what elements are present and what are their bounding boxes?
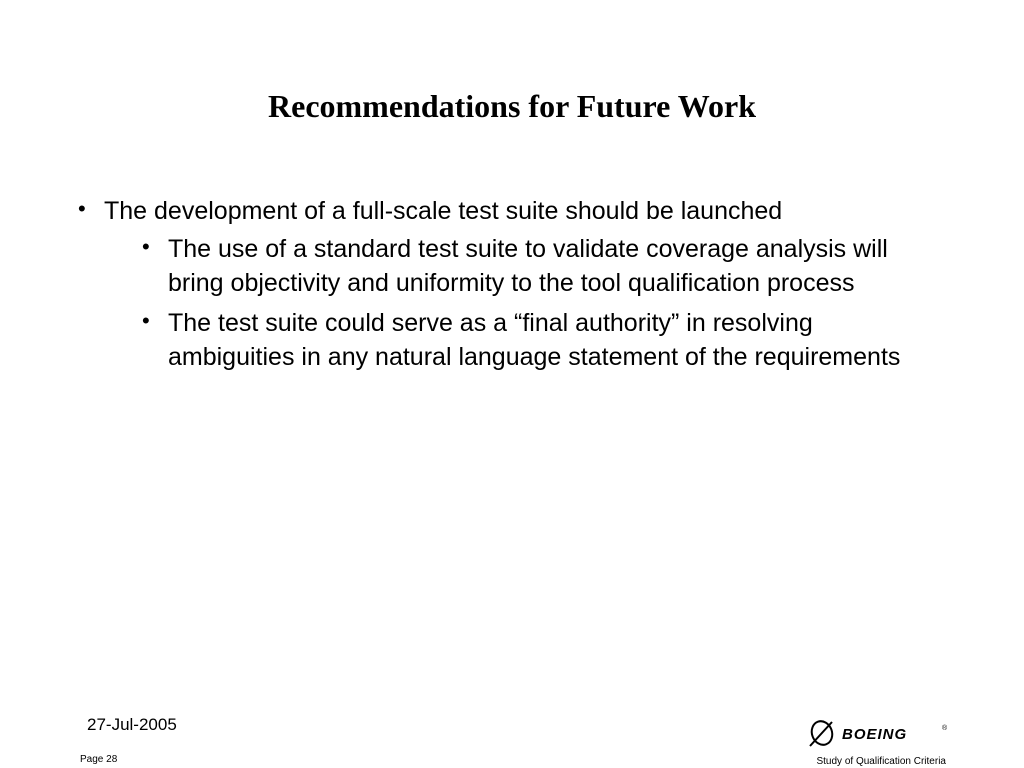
footer-title: Study of Qualification Criteria	[816, 756, 946, 767]
slide-title: Recommendations for Future Work	[268, 88, 756, 124]
bullet-item	[78, 194, 938, 374]
footer-date: 27-Jul-2005	[87, 715, 177, 734]
sub-bullet-list	[104, 232, 938, 374]
bullet-icon: •	[142, 308, 150, 333]
bullet-text: The development of a full-scale test suite should be launched	[104, 197, 783, 225]
registered-mark: ®	[942, 725, 948, 732]
bullet-icon: •	[78, 196, 86, 221]
bullet-list	[78, 194, 938, 380]
boeing-logo-icon	[806, 716, 952, 750]
page-number: Page 28	[80, 754, 118, 765]
sub-bullet-item	[104, 306, 938, 374]
bullet-icon: •	[142, 234, 150, 259]
sub-bullet-text: The test suite could serve as a “final authority” in resolving ambiguities in any natural language statement of the requirements	[168, 309, 901, 371]
sub-bullet-text: The use of a standard test suite to validate coverage analysis will bring objectivity and uniformity to the tool qualification process	[168, 235, 888, 297]
sub-bullet-item	[104, 232, 938, 300]
logo-wordmark: BOEING	[842, 726, 908, 743]
